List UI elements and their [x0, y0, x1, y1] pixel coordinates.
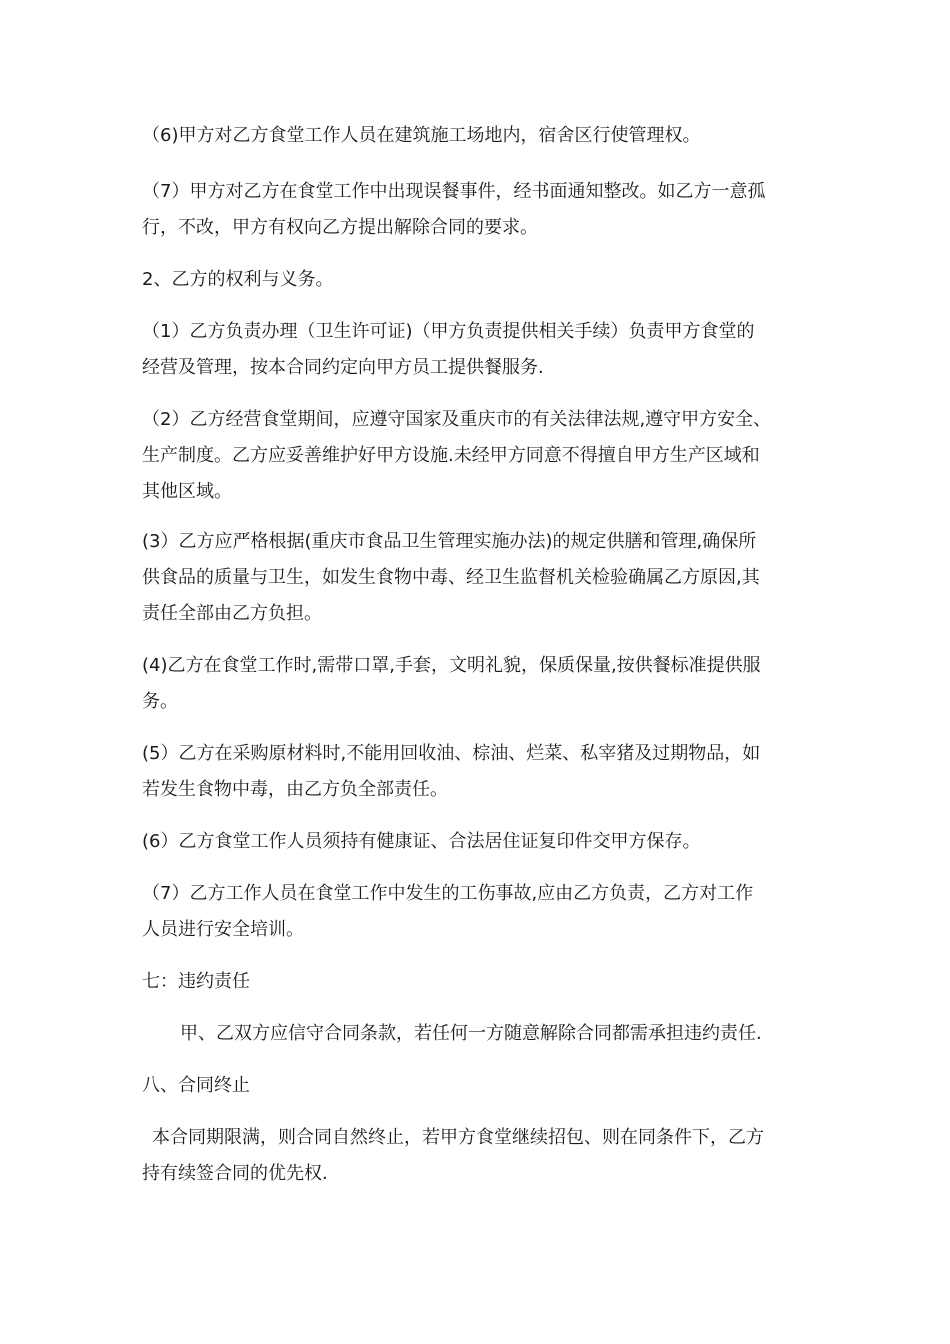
text-line: (6）乙方食堂工作人员须持有健康证、合法居住证复印件交甲方保存。	[142, 831, 701, 852]
section-heading-breach	[142, 964, 810, 1000]
paragraph-party-b-7	[142, 876, 810, 948]
text-line: 本合同期限满，则合同自然终止，若甲方食堂继续招包、则在同条件下，乙方	[152, 1127, 764, 1148]
paragraph-party-a-6	[142, 118, 810, 154]
paragraph-breach-body	[180, 1016, 848, 1052]
text-line: (5）乙方在采购原材料时,不能用回收油、棕油、烂菜、私宰猪及过期物品，如	[142, 743, 761, 764]
text-line: 持有续签合同的优先权.	[142, 1163, 328, 1184]
text-line: 七：违约责任	[142, 971, 250, 992]
text-line: （1）乙方负责办理（卫生许可证)（甲方负责提供相关手续）负责甲方食堂的	[142, 321, 755, 342]
paragraph-party-b-1	[142, 314, 810, 386]
section-heading-termination	[142, 1068, 810, 1104]
paragraph-party-b-3	[142, 524, 810, 632]
text-line: 务。	[142, 691, 178, 712]
paragraph-termination-body	[142, 1120, 810, 1192]
text-line: (3）乙方应严格根据(重庆市食品卫生管理实施办法)的规定供膳和管理,确保所	[142, 531, 757, 552]
text-line: （7）乙方工作人员在食堂工作中发生的工伤事故,应由乙方负责，乙方对工作	[142, 883, 754, 904]
text-line: （2）乙方经营食堂期间，应遵守国家及重庆市的有关法律法规,遵守甲方安全、	[142, 409, 772, 430]
paragraph-party-a-7	[142, 174, 810, 246]
text-line: （6)甲方对乙方食堂工作人员在建筑施工场地内，宿舍区行使管理权。	[142, 125, 701, 146]
text-line: 经营及管理，按本合同约定向甲方员工提供餐服务.	[142, 357, 544, 378]
text-line: 甲、乙双方应信守合同条款，若任何一方随意解除合同都需承担违约责任.	[180, 1023, 762, 1044]
paragraph-party-b-4	[142, 648, 810, 720]
text-line: (4)乙方在食堂工作时,需带口罩,手套，文明礼貌，保质保量,按供餐标准提供服	[142, 655, 761, 676]
text-line: 行，不改，甲方有权向乙方提出解除合同的要求。	[142, 217, 538, 238]
text-line: 责任全部由乙方负担。	[142, 603, 322, 624]
text-line: 2、乙方的权利与义务。	[142, 269, 334, 290]
paragraph-party-b-6	[142, 824, 810, 860]
text-line: 八、合同终止	[142, 1075, 250, 1096]
text-line: （7）甲方对乙方在食堂工作中出现误餐事件，经书面通知整改。如乙方一意孤	[142, 181, 766, 202]
paragraph-party-b-2	[142, 402, 810, 510]
text-line: 供食品的质量与卫生，如发生食物中毒、经卫生监督机关检验确属乙方原因,其	[142, 567, 760, 588]
text-line: 若发生食物中毒，由乙方负全部责任。	[142, 779, 448, 800]
paragraph-party-b-5	[142, 736, 810, 808]
text-line: 其他区域。	[142, 481, 232, 502]
section-heading-party-b	[142, 262, 810, 298]
text-line: 人员进行安全培训。	[142, 919, 304, 940]
text-line: 生产制度。乙方应妥善维护好甲方设施.未经甲方同意不得擅自甲方生产区域和	[142, 445, 760, 466]
